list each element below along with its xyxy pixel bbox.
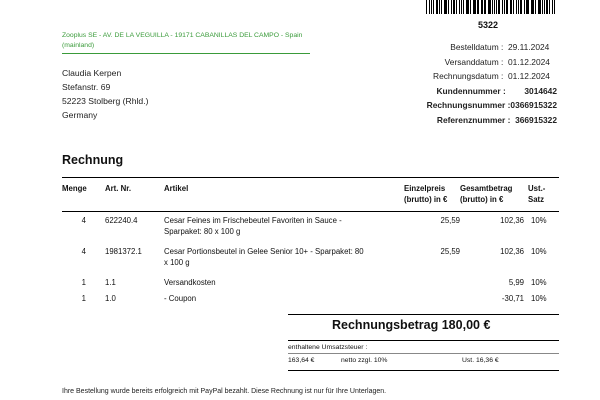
row-2-article-line2: x 100 g (164, 258, 190, 267)
invoice-date-label: Rechnungsdatum : (433, 71, 504, 81)
row-1-article-number: 622240.4 (105, 216, 138, 225)
order-date-row (360, 40, 557, 55)
sender-divider (62, 53, 310, 54)
row-1-quantity: 4 (81, 216, 86, 225)
total-bottom-rule (288, 340, 559, 341)
header-article: Artikel (164, 184, 189, 193)
row-2-article-number: 1981372.1 (105, 247, 142, 256)
table-header-rule (62, 211, 559, 212)
payment-note: Ihre Bestellung wurde bereits erfolgreich mit PayPal bezahlt. Diese Rechnung ist nur für Ihre Unterlagen. (62, 388, 387, 395)
order-date: 29.11.2024 (508, 42, 550, 52)
vat-bottom-rule (288, 370, 559, 371)
invoice-number-label: Rechnungsnummer : (426, 100, 511, 110)
row-3-article: Versandkosten (164, 278, 216, 287)
barcode (426, 0, 556, 14)
customer-number: 3014642 (524, 85, 557, 96)
header-vat-rate-line2: Satz (528, 195, 545, 204)
row-2-quantity: 4 (81, 247, 86, 256)
vat-heading: enthaltene Umsatzsteuer : (288, 344, 368, 351)
recipient-name: Claudia Kerpen (62, 68, 122, 78)
page-title: Rechnung (62, 153, 124, 167)
row-3-article-number: 1.1 (105, 278, 116, 287)
invoice-number-row (360, 98, 557, 113)
table-top-rule (62, 177, 559, 178)
row-2-article-line1: Cesar Portionsbeutel in Gelee Senior 10+ - Sparpaket: 80 (164, 247, 364, 256)
recipient-city: 52223 Stolberg (Rhld.) (62, 96, 149, 106)
header-unit-price-line1: Einzelpreis (404, 184, 446, 193)
row-3-quantity: 1 (81, 278, 86, 287)
order-date-label: Bestelldatum : (450, 42, 504, 52)
row-3-total: 5,99 (508, 278, 524, 287)
shipping-date-row (360, 55, 557, 70)
shipping-date: 01.12.2024 (508, 56, 550, 67)
vat-heading-rule (288, 353, 559, 354)
total-top-rule (288, 314, 559, 315)
row-1-unit-price: 25,59 (440, 216, 460, 225)
sender-address: Zooplus SE - AV. DE LA VEGUILLA - 19171 CABANILLAS DEL CAMPO - Spain (mainland) (62, 32, 303, 49)
recipient-street: Stefanstr. 69 (62, 82, 111, 92)
shipping-date-label: Versanddatum : (444, 56, 504, 67)
header-total-amount (460, 183, 512, 205)
row-2-article (164, 246, 404, 268)
invoice-total: Rechnungsbetrag 180,00 € (332, 318, 491, 332)
row-4-article-number: 1.0 (105, 294, 116, 303)
customer-number-row (360, 84, 557, 99)
reference-number: 366915322 (515, 114, 557, 125)
row-4-article: - Coupon (164, 294, 197, 303)
row-4-total: -30,71 (501, 294, 524, 303)
reference-number-row (360, 113, 557, 128)
recipient-address (62, 66, 148, 122)
vat-net-amount: 163,64 € (288, 357, 315, 364)
row-1-article-line1: Cesar Feines im Frischebeutel Favoriten in Sauce - (164, 216, 342, 225)
invoice-date-row (360, 69, 557, 84)
row-2-vat: 10% (531, 247, 547, 256)
invoice-date: 01.12.2024 (508, 71, 550, 81)
row-1-total: 102,36 (500, 216, 524, 225)
row-1-vat: 10% (531, 216, 547, 225)
header-unit-price-line2: (brutto) in € (404, 195, 448, 204)
row-4-quantity: 1 (81, 294, 86, 303)
row-1-article-line2: Sparpaket: 80 x 100 g (164, 227, 241, 236)
header-vat-rate (528, 183, 545, 205)
row-2-unit-price: 25,59 (440, 247, 460, 256)
customer-number-label: Kundennummer : (436, 85, 506, 96)
barcode-number: 5322 (478, 20, 499, 30)
row-1-article (164, 215, 404, 237)
header-article-number: Art. Nr. (105, 184, 131, 193)
vat-rate: netto zzgl. 10% (341, 357, 388, 364)
recipient-country: Germany (62, 110, 98, 120)
row-2-total: 102,36 (500, 247, 524, 256)
invoice-number: 0366915322 (510, 100, 557, 110)
vat-amount: Ust. 16,36 € (462, 357, 499, 364)
row-4-vat: 10% (531, 294, 547, 303)
header-vat-rate-line1: Ust.- (528, 184, 546, 193)
header-unit-price (404, 183, 447, 205)
reference-number-label: Referenznummer : (436, 114, 511, 125)
header-total-amount-line1: Gesamtbetrag (460, 184, 513, 193)
row-3-vat: 10% (531, 278, 547, 287)
header-total-amount-line2: (brutto) in € (460, 195, 504, 204)
invoice-meta (360, 40, 557, 127)
header-quantity: Menge (62, 184, 87, 193)
